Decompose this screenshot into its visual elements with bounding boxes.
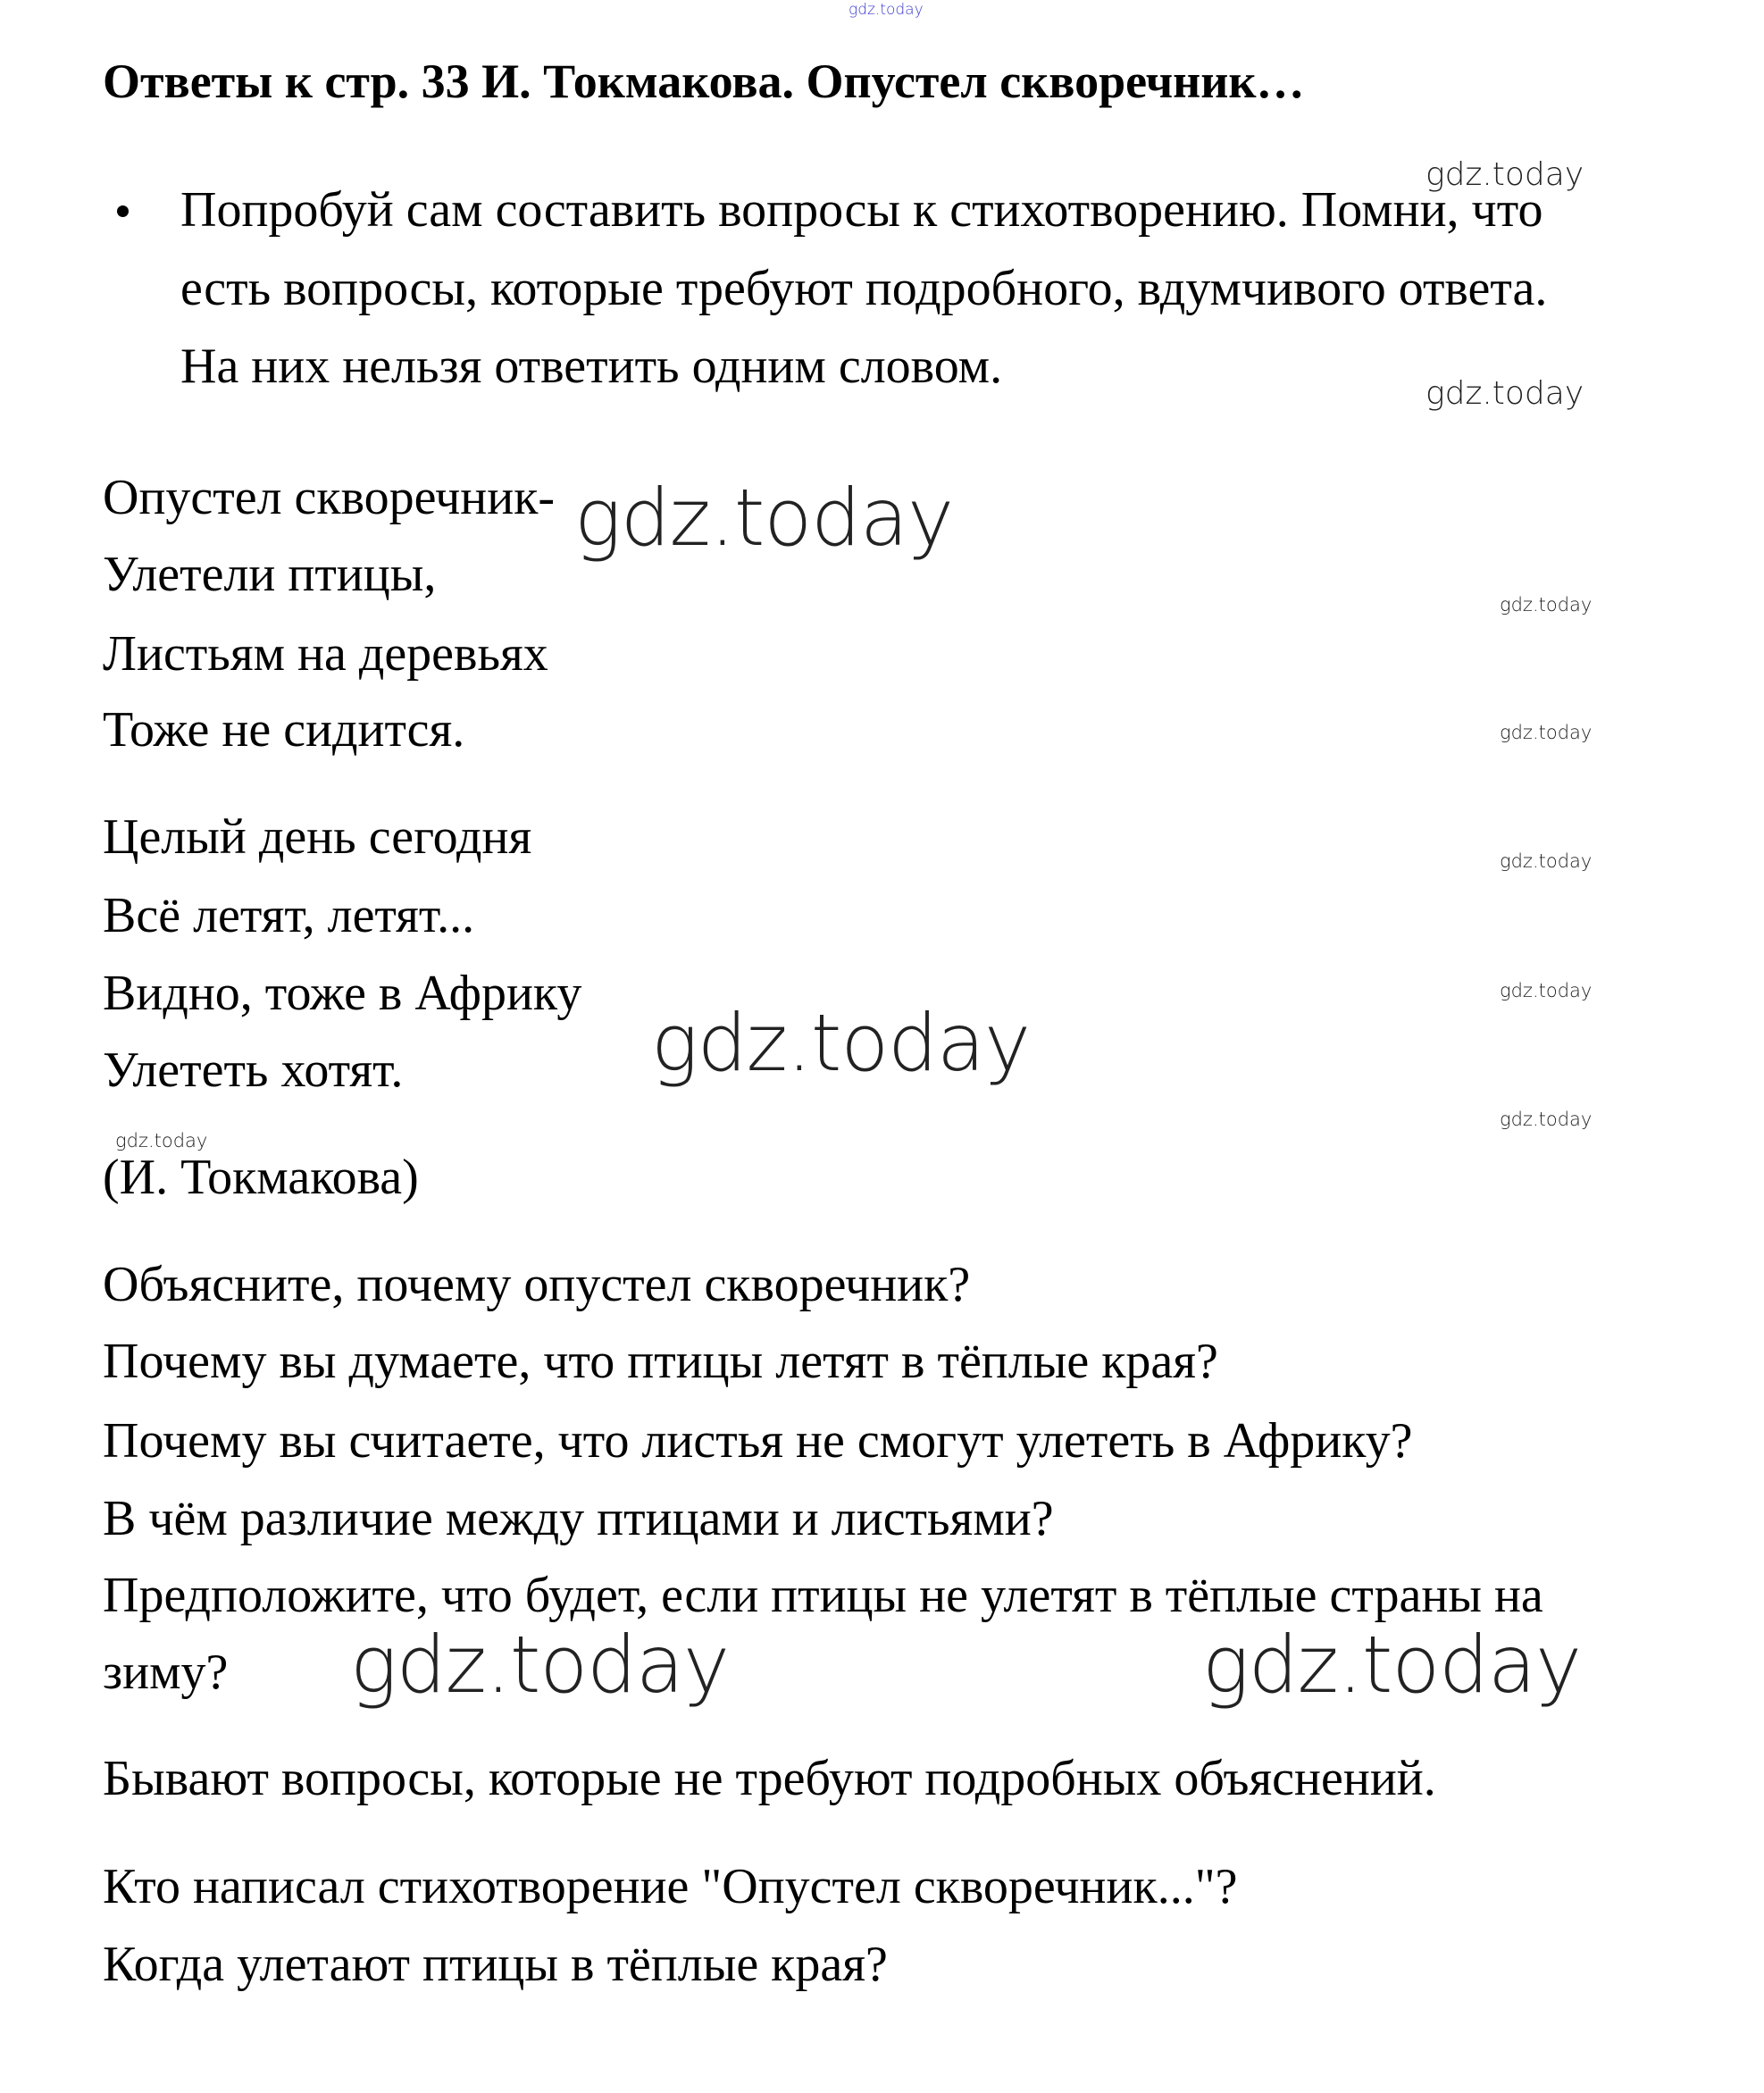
watermark: gdz.today [1202, 1619, 1582, 1711]
question: зиму? [103, 1645, 229, 1700]
poem-line: Улететь хотят. [103, 1042, 404, 1098]
poem-line: Видно, тоже в Африку [103, 966, 582, 1021]
poem-author: (И. Токмакова) [103, 1150, 419, 1205]
question: Объясните, почему опустел скворечник? [103, 1257, 971, 1312]
task-line: На них нельзя ответить одним словом. [180, 339, 1003, 394]
question: Почему вы считаете, что листья не смогут улететь в Африку? [103, 1413, 1413, 1469]
watermark: gdz.today [1425, 375, 1584, 412]
watermark: gdz.today [1500, 1109, 1593, 1130]
question: Когда улетают птицы в тёплые края? [103, 1937, 888, 1992]
question: Почему вы думаете, что птицы летят в тёплые края? [103, 1334, 1218, 1389]
question: Кто написал стихотворение "Опустел скворечник..."? [103, 1859, 1238, 1914]
poem-line: Целый день сегодня [103, 809, 532, 865]
poem-line: Листьям на деревьях [103, 626, 548, 682]
task-line: Попробуй сам составить вопросы к стихотворению. Помни, что [180, 182, 1543, 238]
watermark: gdz.today [1425, 156, 1584, 193]
watermark: gdz.today [574, 472, 954, 564]
page-title: Ответы к стр. 33 И. Токмакова. Опустел скворечник… [103, 54, 1305, 108]
note: Бывают вопросы, которые не требуют подробных объяснений. [103, 1751, 1436, 1806]
watermark: gdz.today [1500, 850, 1593, 872]
task-line: есть вопросы, которые требуют подробного, вдумчивого ответа. [180, 261, 1548, 316]
poem-line: Опустел скворечник- [103, 470, 556, 525]
watermark: gdz.today [115, 1130, 208, 1151]
watermark: gdz.today [1500, 980, 1593, 1001]
watermark: gdz.today [849, 1, 924, 19]
watermark: gdz.today [1500, 594, 1593, 615]
poem-line: Всё летят, летят... [103, 888, 475, 943]
bullet-icon [117, 205, 129, 217]
poem-line: Улетели птицы, [103, 547, 437, 602]
watermark: gdz.today [1500, 722, 1593, 743]
poem-line: Тоже не сидится. [103, 702, 465, 758]
watermark: gdz.today [350, 1619, 730, 1711]
question: В чём различие между птицами и листьями? [103, 1491, 1054, 1546]
question: Предположите, что будет, если птицы не улетят в тёплые страны на [103, 1568, 1543, 1623]
watermark: gdz.today [651, 997, 1031, 1089]
